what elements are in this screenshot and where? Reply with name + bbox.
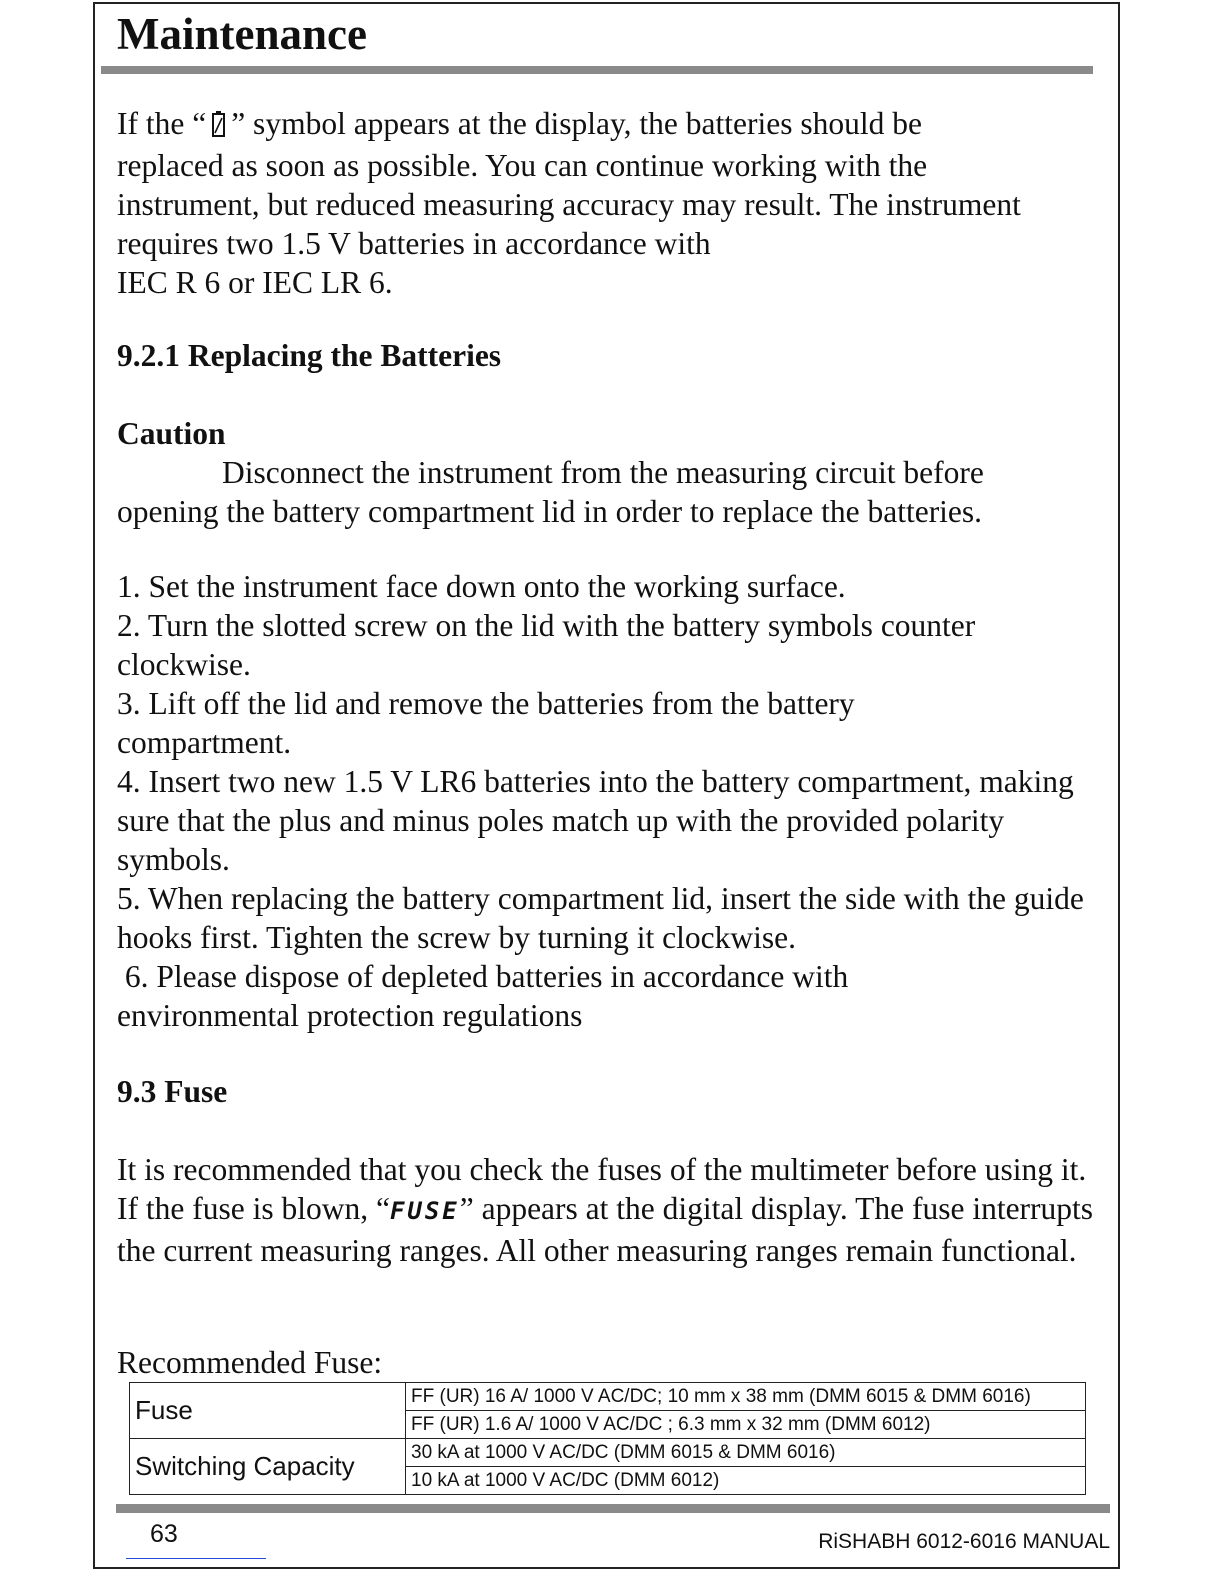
- fuse-text: [117, 1150, 1097, 1270]
- caution-heading: Caution: [117, 416, 226, 451]
- section-heading-9-2-1: 9.2.1 Replacing the Batteries: [117, 338, 502, 373]
- footer-rule: [116, 1504, 1110, 1513]
- capacity-label-cell: Switching Capacity: [130, 1439, 406, 1495]
- battery-intro-paragraph: [117, 104, 1112, 302]
- fuse-display-text: FUSE: [389, 1197, 460, 1225]
- title-rule: [101, 66, 1093, 74]
- step-5: 5. When replacing the battery compartment lid, insert the side with the guide hooks first. Tighten the screw by turning it clockwise.: [117, 881, 1084, 955]
- battery-low-icon: [212, 107, 225, 146]
- step-2: 2. Turn the slotted screw on the lid with the battery symbols counter clockwise.: [117, 608, 976, 682]
- fuse-value-cell: FF (UR) 1.6 A/ 1000 V AC/DC ; 6.3 mm x 32 mm (DMM 6012): [406, 1411, 1086, 1439]
- caution-block: [117, 414, 1087, 531]
- step-3: 3. Lift off the lid and remove the batteries from the battery compartment.: [117, 686, 855, 760]
- intro-rest: replaced as soon as possible. You can continue working with the instrument, but reduced measuring accuracy may result. The instrument requires two 1.5 V batteries in accordance with: [117, 148, 1021, 261]
- manual-title: RiSHABH 6012-6016 MANUAL: [818, 1530, 1110, 1553]
- link-underline: [126, 1558, 266, 1559]
- table-row: [130, 1383, 1086, 1411]
- steps-list: [117, 567, 1107, 1035]
- fuse-label-cell: Fuse: [130, 1383, 406, 1439]
- caution-text-first: Disconnect the instrument from the measuring circuit before: [222, 455, 984, 490]
- step-1: 1. Set the instrument face down onto the working surface.: [117, 569, 846, 604]
- fuse-paragraph: [117, 1150, 1097, 1270]
- recommended-label: Recommended Fuse:: [117, 1345, 383, 1380]
- fuse-value-cell: FF (UR) 16 A/ 1000 V AC/DC; 10 mm x 38 mm (DMM 6015 & DMM 6016): [406, 1383, 1086, 1411]
- step-6: 6. Please dispose of depleted batteries in accordance with environmental protection regulations: [117, 959, 857, 1033]
- fuse-text-after: ” appears at the digital display. The fuse interrupts the current measuring ranges. All other measuring ranges remain functional.: [117, 1191, 1094, 1268]
- intro-standard: IEC R 6 or IEC LR 6.: [117, 265, 393, 300]
- capacity-value-cell: 30 kA at 1000 V AC/DC (DMM 6015 & DMM 6016): [406, 1439, 1086, 1467]
- step-4: 4. Insert two new 1.5 V LR6 batteries into the battery compartment, making sure that the plus and minus poles match up with the provided polarity symbols.: [117, 764, 1074, 877]
- page-title: Maintenance: [117, 9, 367, 59]
- fuse-table: [129, 1382, 1086, 1495]
- table-row: [130, 1439, 1086, 1467]
- battery-intro-line: [117, 104, 1112, 146]
- page-number: 63: [150, 1520, 178, 1548]
- intro-after: ” symbol appears at the display, the batteries should be: [231, 106, 922, 141]
- section-heading-9-3: 9.3 Fuse: [117, 1074, 228, 1109]
- fuse-text-before: It is recommended that you check the fuses of the multimeter before using it. If the fuse is blown, “: [117, 1152, 1087, 1226]
- caution-text-rest: opening the battery compartment lid in order to replace the batteries.: [117, 494, 983, 529]
- capacity-value-cell: 10 kA at 1000 V AC/DC (DMM 6012): [406, 1467, 1086, 1495]
- intro-before: If the “: [117, 106, 207, 141]
